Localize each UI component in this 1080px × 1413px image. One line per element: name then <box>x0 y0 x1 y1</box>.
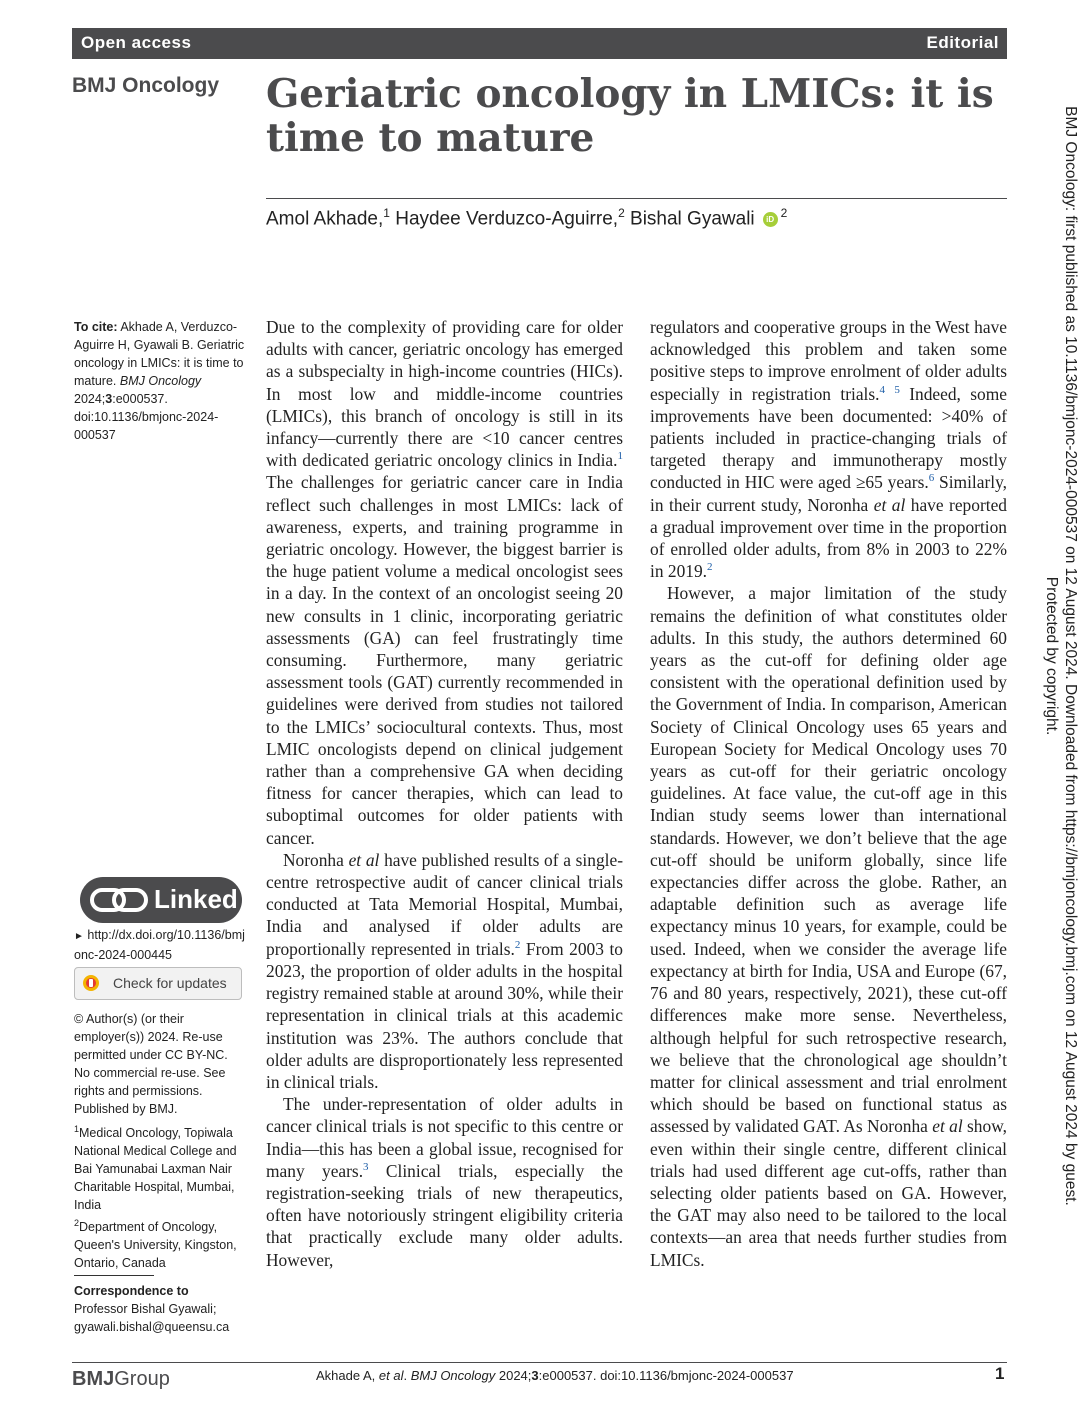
footer-journal: BMJ Oncology <box>410 1368 496 1383</box>
to-cite-year: 2024; <box>74 392 106 406</box>
download-note <box>1043 76 1080 1236</box>
paragraph <box>266 316 623 849</box>
footer-rule <box>72 1362 1007 1363</box>
text-run: However, a major limitation of the study remains the definition of what constitutes older adults. In this study, the authors determined 60 years as the cut-off for defining older age consistent with the operational definition used by the Government of India. In comparison, American Society of Clinical Oncology uses 65 years and European Society for Medical Oncology uses 70 years as cut-off for their geriatric oncology guidelines. At face value, the cut-off age in this Indian study seems lower than international standards. However, we don’t believe that the age cut-off should be uniform globally, since life expectancies differ across the globe. Rather, an adaptable definition such as average life expectancy minus 10 years, for example, could be used. Indeed, when we consider the average life expectancy at birth for India, USA and Europe (67, 76 and 80 years, respectively, 2021), these cut-off differences make more sense. Nevertheless, although helpful for such retrospective research, we believe that the chronological age shouldn’t matter for clinical assessment and trial enrolment which should be based on functional status as assessed by validated GAT. As Noronha <box>650 583 1007 1137</box>
reference-link[interactable]: 1 <box>617 450 623 463</box>
reference-link[interactable]: 2 <box>707 561 713 574</box>
text-run: Noronha <box>283 849 349 870</box>
text-run: The challenges for geriatric cancer care in India reflect such challenges in most LMICs: lack of awareness, experts, and training programme in geriatric oncology. However, the biggest barrier is the huge patient volume a medical oncologist sees in a day. In the context of an oncologist seeing 20 new consults in 1 clinic, incorporating geriatric assessments (GA) can feel frustratingly time consuming. Furthermore, many geriatric assessment tools (GAT) currently recommended in guidelines were derived from studies not tailored to the LMICs’ sociocultural contexts. Thus, most LMIC oncologists depend on clinical judgement rather than a comprehensive GA when deciding fitness for cancer therapies, which can lead to suboptimal outcomes for older patients with cancer. <box>266 472 623 848</box>
journal-logo: BMJ Oncology <box>72 74 220 97</box>
correspondence-label: Correspondence to <box>74 1284 189 1298</box>
reference-link[interactable]: 6 <box>928 472 935 485</box>
to-cite-block <box>74 318 246 444</box>
check-updates-label: Check for updates <box>113 975 227 991</box>
body-column-left <box>266 316 623 1271</box>
et-al: et al <box>348 849 380 870</box>
reference-link[interactable]: 3 <box>363 1160 369 1173</box>
et-al: et al <box>873 494 906 515</box>
correspondence-email[interactable]: gyawali.bishal@queensu.ca <box>74 1320 230 1334</box>
text-run: From 2003 to 2023, the proportion of older adults in the hospital registry remained stable at around 30%, while their representation in clinical trials at this academic institution was 23%. The authors conclude that older adults are disproportionately less represented in clinical trials. <box>266 938 623 1092</box>
arrow-icon: ► <box>74 931 84 942</box>
affiliation-text: Department of Oncology, Queen's University, Kingston, Ontario, Canada <box>74 1220 237 1271</box>
text-run: . <box>403 1368 411 1383</box>
copyright-text: © Author(s) (or their employer(s)) 2024. Re-use permitted under CC BY-NC. No commercial re-use. See rights and permissions. Published by BMJ. <box>74 1012 228 1116</box>
open-access-label: Open access <box>81 33 192 52</box>
title-rule <box>266 198 1007 199</box>
to-cite-text: Akhade A, Verduzco-Aguirre H, Gyawali B. Geriatric oncology in LMICs: it is time to mature. <box>74 320 245 388</box>
footer-volume: 3 <box>531 1368 539 1383</box>
reference-link[interactable]: 2 <box>514 938 521 951</box>
header-bar <box>72 28 1007 59</box>
article-title: Geriatric oncology in LMICs: it is time to mature <box>266 71 994 161</box>
author-affiliation: 2 <box>780 206 788 220</box>
author-name: Amol Akhade, <box>266 208 384 230</box>
page-number: 1 <box>995 1364 1005 1383</box>
logo-rest: Group <box>114 1368 170 1390</box>
to-cite-journal: BMJ Oncology <box>119 374 202 388</box>
download-note-text: BMJ Oncology: first published as 10.1136/bmjonc-2024-000537 on 12 August 2024. Downloaded from https://bmjoncology.bmj.com on 12 August 2024 by guest. Protected by copyright. <box>1043 106 1079 1206</box>
linked-label: Linked <box>154 884 238 914</box>
footer-citation <box>316 1368 794 1383</box>
paragraph <box>266 849 623 1093</box>
text-run: The under-representation of older adults in cancer clinical trials is not specific to this centre or India—this has been a global issue, recognised for many years. <box>266 1094 623 1181</box>
text-run: regulators and cooperative groups in the West have acknowledged this problem and taken some positive steps to improve enrolment of older adults especially in registration trials. <box>650 317 1007 404</box>
correspondence-name: Professor Bishal Gyawali; <box>74 1302 217 1316</box>
to-cite-label: To cite: <box>74 320 118 334</box>
affiliation-number: 2 <box>74 1218 80 1229</box>
orcid-icon[interactable]: iD <box>763 212 778 227</box>
author-name: Haydee Verduzco-Aguirre, <box>395 208 619 230</box>
copyright-note <box>74 1010 246 1118</box>
text-run: have reported a gradual improvement over time in the proportion of enrolled older adults, from 8% in 2003 to 22% in 2019. <box>650 494 1007 582</box>
linked-badge[interactable] <box>80 877 242 923</box>
text-run: :e000537. doi:10.1136/bmjonc-2024-000537 <box>538 1368 794 1383</box>
affiliation-item <box>74 1214 246 1272</box>
text-run: 2024; <box>495 1368 532 1383</box>
author-name: Bishal Gyawali <box>630 208 755 230</box>
check-updates-icon <box>82 974 100 992</box>
bmj-group-logo <box>72 1368 170 1391</box>
paragraph <box>650 316 1007 582</box>
paragraph <box>266 1093 623 1271</box>
et-al: et al <box>378 1368 404 1383</box>
section-label: Editorial <box>926 33 999 52</box>
paragraph <box>650 582 1007 1270</box>
linked-doi-link[interactable]: http://dx.doi.org/10.1136/bmjonc-2024-000445 <box>74 928 245 962</box>
text-run: Clinical trials, especially the registration-seeking trials of new therapeutics, often have notoriously stringent eligibility criteria that practically exclude many older adults. However, <box>266 1160 623 1270</box>
et-al: et al <box>932 1116 963 1137</box>
link-chain-icon <box>90 888 150 912</box>
text-run: Indeed, some improvements have been documented: >40% of patients included in practice-changing trials of targeted therapy and immunotherapy mostly conducted in HIC were aged ≥65 years. <box>650 383 1007 493</box>
reference-link[interactable]: 5 <box>894 383 900 396</box>
to-cite-volume: 3 <box>105 392 113 406</box>
author-list <box>266 206 787 230</box>
text-run: have published results of a single-centre retrospective audit of cancer clinical trials conducted at Tata Memorial Hospital, Mumbai, India and analysed if older adults are proportionally represented in trials. <box>266 849 623 959</box>
linked-reference <box>74 926 246 964</box>
author-affiliation: 1 <box>383 206 390 220</box>
text-run: Due to the complexity of providing care for older adults with cancer, geriatric oncology has emerged as a subspecialty in high-income countries (HICs). In most low and middle-income countries (LMICs), this branch of oncology is still in its infancy—currently there are <10 cancer centres with dedicated geriatric oncology clinics in India. <box>266 317 623 471</box>
body-column-right <box>650 316 1007 1271</box>
affiliations <box>74 1120 246 1272</box>
affiliation-item <box>74 1120 246 1214</box>
reference-link[interactable]: 4 <box>879 383 885 396</box>
text-run: show, even within their single centre, different clinical trials had used different age cut-offs, rather than selecting older patients based on GA. However, the GAT may also need to be tailored to the local contexts—an area that needs further studies from LMICs. <box>650 1116 1007 1270</box>
affiliation-number: 1 <box>74 1124 80 1134</box>
author-affiliation: 2 <box>618 206 625 220</box>
affiliation-text: Medical Oncology, Topiwala National Medical College and Bai Yamunabai Laxman Nair Charitable Hospital, Mumbai, India <box>74 1126 237 1213</box>
logo-bold: BMJ <box>72 1368 115 1390</box>
check-for-updates-button[interactable] <box>74 967 242 1000</box>
correspondence-block <box>74 1282 246 1336</box>
correspondence-rule <box>74 1275 154 1276</box>
to-cite-doi: :e000537. doi:10.1136/bmjonc-2024-000537 <box>74 392 219 442</box>
text-run: Akhade A, <box>316 1368 379 1383</box>
text-run: Similarly, in their current study, Noronha <box>650 472 1007 515</box>
